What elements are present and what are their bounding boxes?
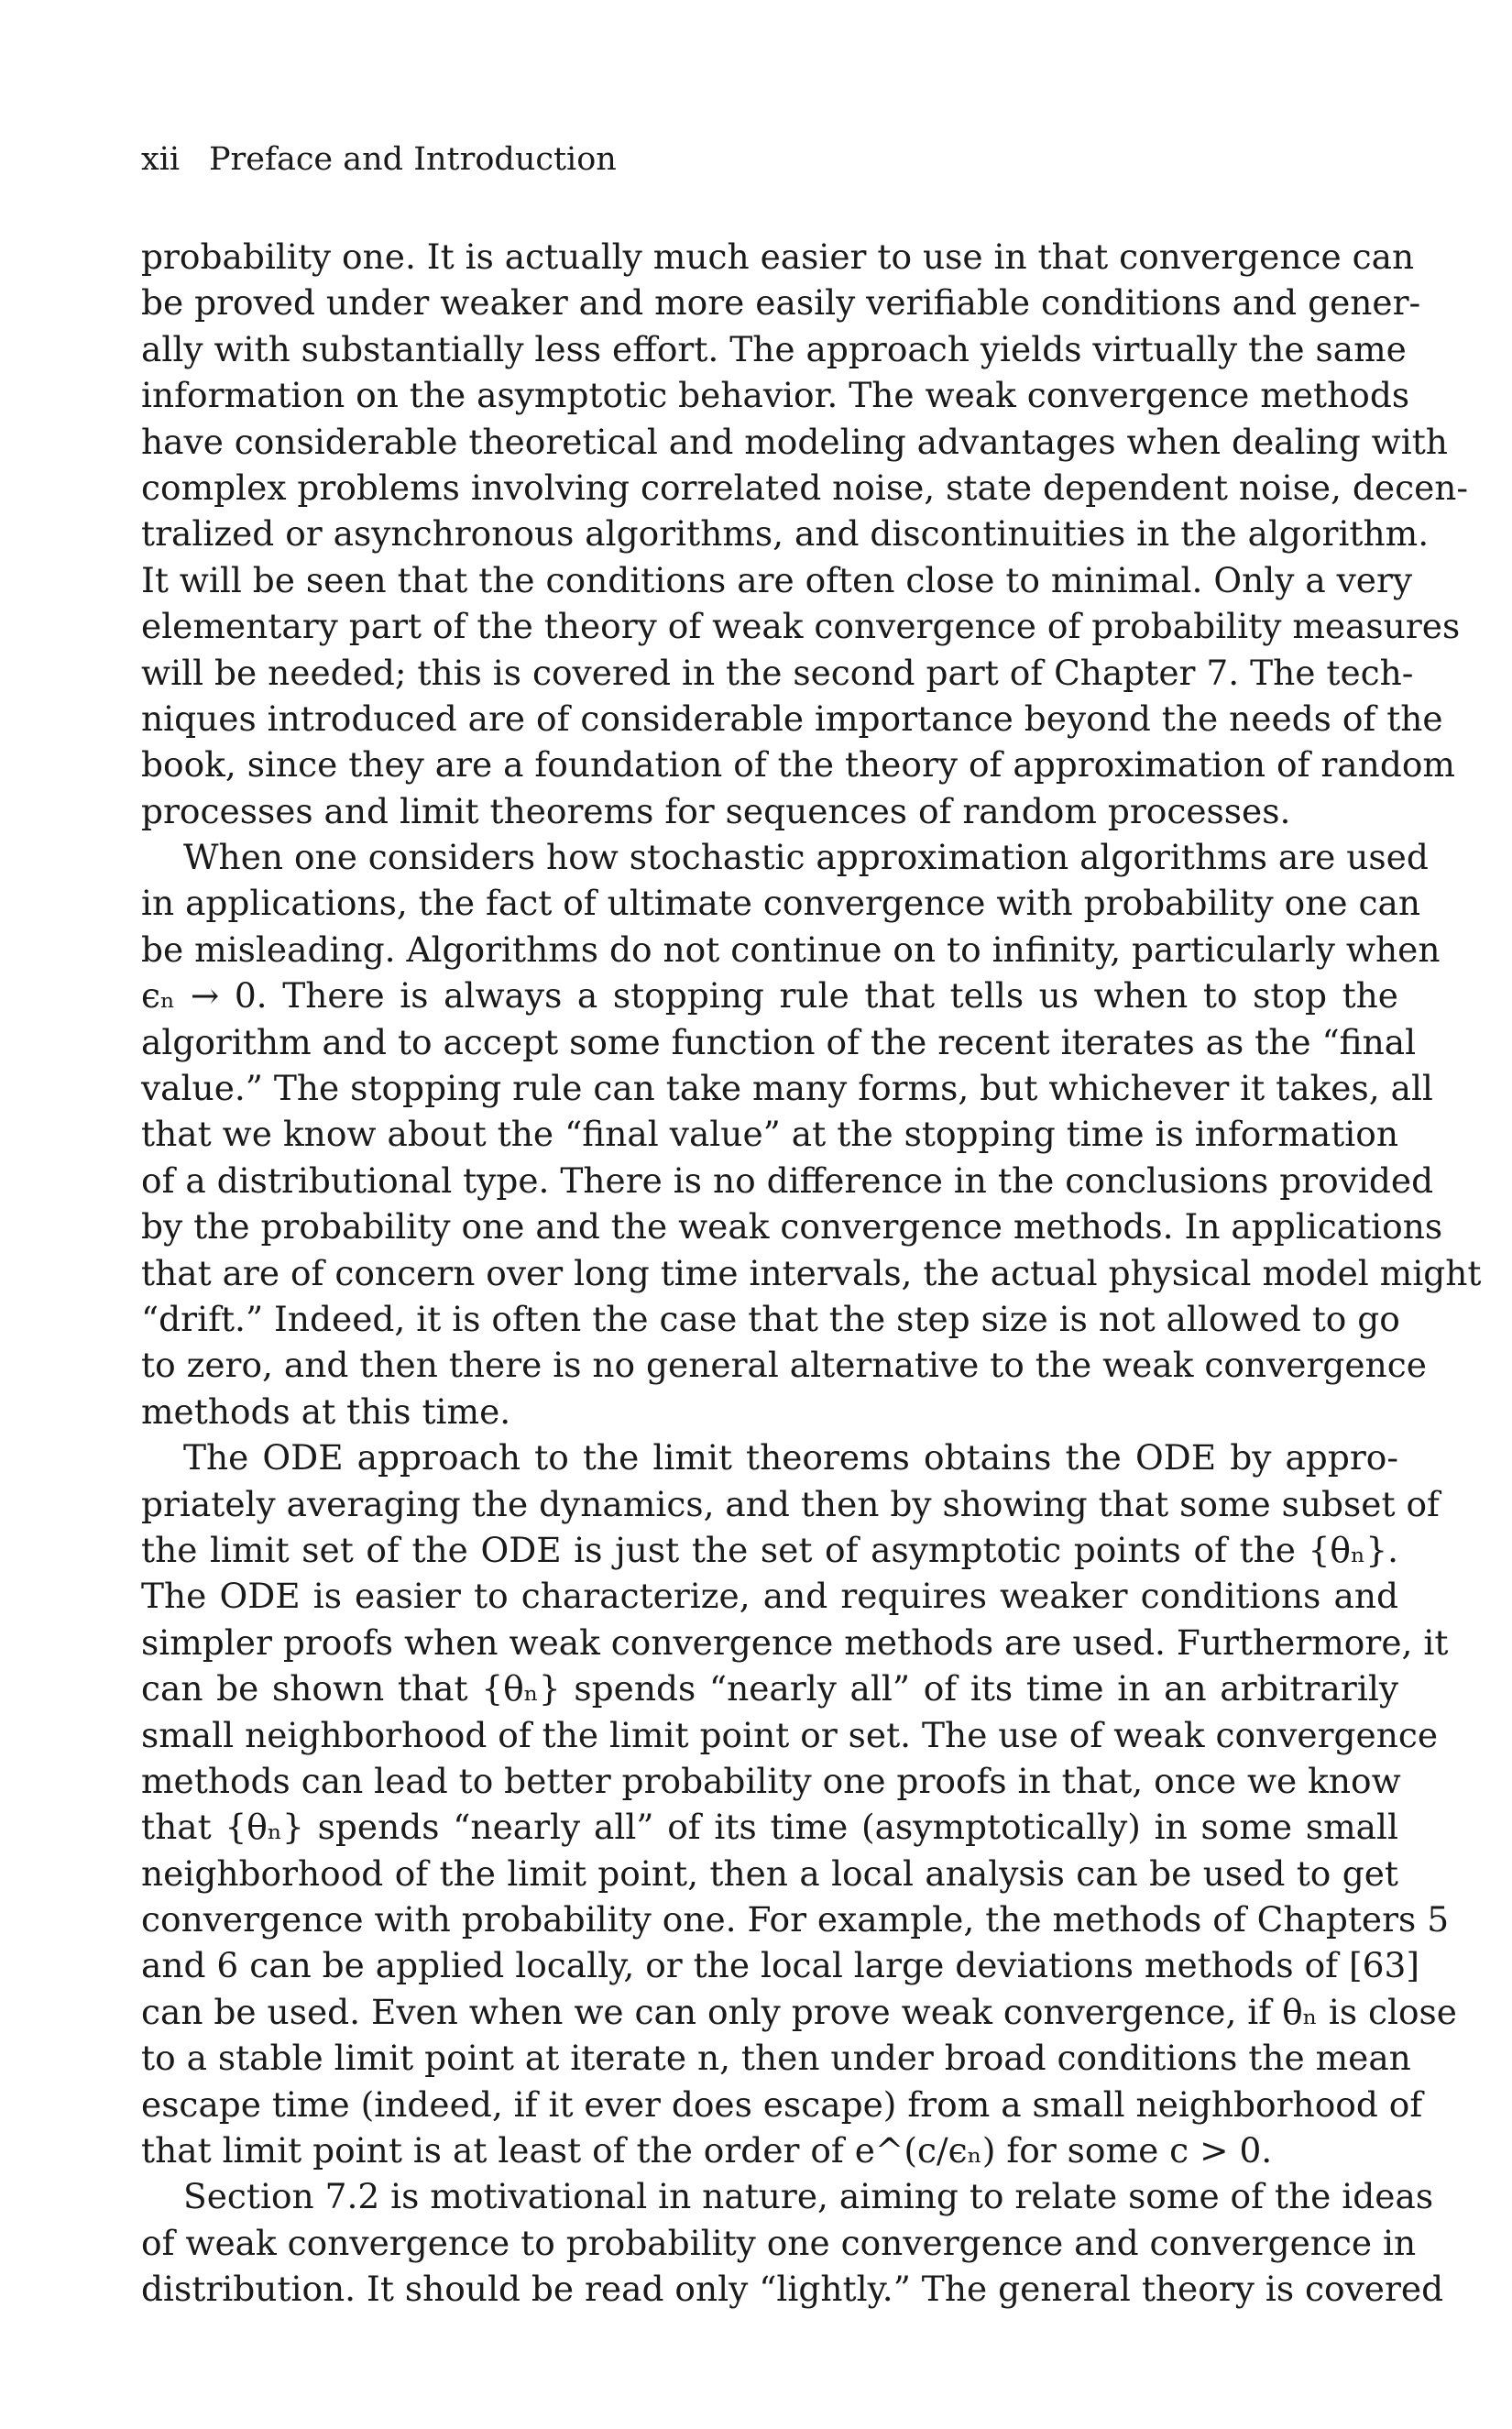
text-line: methods can lead to better probability one proofs in that, once we know	[141, 1760, 1401, 1801]
text-line: When one considers how stochastic approximation algorithms are used	[183, 837, 1429, 878]
text-line: be proved under weaker and more easily verifiable conditions and gener-	[141, 282, 1421, 324]
text-line: can be shown that {θₙ} spends “nearly all” of its time in an arbitrarily	[141, 1668, 1398, 1709]
page-number: xii	[141, 141, 181, 178]
text-line: that we know about the “final value” at the stopping time is information	[141, 1114, 1398, 1155]
text-line: information on the asymptotic behavior. The weak convergence methods	[141, 375, 1410, 416]
text-line: by the probability one and the weak convergence methods. In applications	[141, 1206, 1443, 1247]
text-line: can be used. Even when we can only prove weak convergence, if θₙ is close	[141, 1991, 1457, 2032]
text-line: neighborhood of the limit point, then a local analysis can be used to get	[141, 1852, 1398, 1894]
text-line: The ODE approach to the limit theorems obtains the ODE by appro-	[183, 1437, 1398, 1478]
text-line: processes and limit theorems for sequences of random processes.	[141, 790, 1291, 831]
text-line: the limit set of the ODE is just the set of asymptotic points of the {θₙ}.	[141, 1529, 1398, 1570]
text-line: in applications, the fact of ultimate convergence with probability one can	[141, 883, 1421, 924]
text-line: It will be seen that the conditions are often close to minimal. Only a very	[141, 559, 1413, 600]
text-line: priately averaging the dynamics, and then by showing that some subset of	[141, 1483, 1440, 1524]
text-line: that {θₙ} spends “nearly all” of its time (asymptotically) in some small	[141, 1807, 1398, 1848]
text-line: convergence with probability one. For example, the methods of Chapters 5	[141, 1899, 1450, 1940]
text-line: of weak convergence to probability one convergence and convergence in	[141, 2222, 1417, 2263]
text-line: ally with substantially less effort. The approach yields virtually the same	[141, 328, 1407, 369]
text-line: have considerable theoretical and modeling advantages when dealing with	[141, 421, 1448, 462]
paragraph	[141, 234, 1469, 834]
text-line: and 6 can be applied locally, or the local large deviations methods of [63]	[141, 1945, 1419, 1986]
text-line: distribution. It should be read only “lightly.” The general theory is covered	[141, 2269, 1444, 2310]
text-line: will be needed; this is covered in the second part of Chapter 7. The tech-	[141, 652, 1414, 693]
text-line: algorithm and to accept some function of the recent iterates as the “final	[141, 1021, 1417, 1062]
text-line: that limit point is at least of the order of e^(c/ϵₙ) for some c > 0.	[141, 2130, 1273, 2171]
text-line: “drift.” Indeed, it is often the case that the step size is not allowed to go	[141, 1298, 1400, 1339]
text-line: ϵₙ → 0. There is always a stopping rule that tells us when to stop the	[141, 975, 1398, 1017]
text-line: probability one. It is actually much easier to use in that convergence can	[141, 236, 1415, 277]
body-text	[141, 234, 1482, 2313]
paragraph	[141, 834, 1482, 1434]
running-head-title: Preface and Introduction	[209, 141, 617, 178]
text-line: that are of concern over long time intervals, the actual physical model might	[141, 1252, 1482, 1293]
text-line: methods at this time.	[141, 1390, 511, 1432]
text-line: complex problems involving correlated noise, state dependent noise, decen-	[141, 467, 1469, 508]
text-line: small neighborhood of the limit point or set. The use of weak convergence	[141, 1714, 1439, 1755]
paragraph	[141, 1434, 1457, 2173]
text-line: book, since they are a foundation of the theory of approximation of random	[141, 744, 1455, 786]
text-line: be misleading. Algorithms do not continue on to infinity, particularly when	[141, 929, 1441, 970]
text-line: elementary part of the theory of weak convergence of probability measures	[141, 606, 1461, 647]
text-line: of a distributional type. There is no difference in the conclusions provided	[141, 1160, 1434, 1201]
text-line: escape time (indeed, if it ever does escape) from a small neighborhood of	[141, 2083, 1423, 2125]
text-line: niques introduced are of considerable importance beyond the needs of the	[141, 698, 1443, 739]
text-line: to a stable limit point at iterate n, then under broad conditions the mean	[141, 2038, 1411, 2079]
text-line: value.” The stopping rule can take many forms, but whichever it takes, all	[141, 1068, 1433, 1109]
text-line: The ODE is easier to characterize, and requires weaker conditions and	[141, 1576, 1398, 1617]
text-line: Section 7.2 is motivational in nature, aiming to relate some of the ideas	[183, 2176, 1434, 2217]
running-head	[141, 137, 1387, 181]
text-line: tralized or asynchronous algorithms, and discontinuities in the algorithm.	[141, 513, 1430, 555]
paragraph	[141, 2173, 1444, 2312]
text-line: simpler proofs when weak convergence methods are used. Furthermore, it	[141, 1621, 1449, 1663]
text-line: to zero, and then there is no general alternative to the weak convergence	[141, 1345, 1427, 1386]
